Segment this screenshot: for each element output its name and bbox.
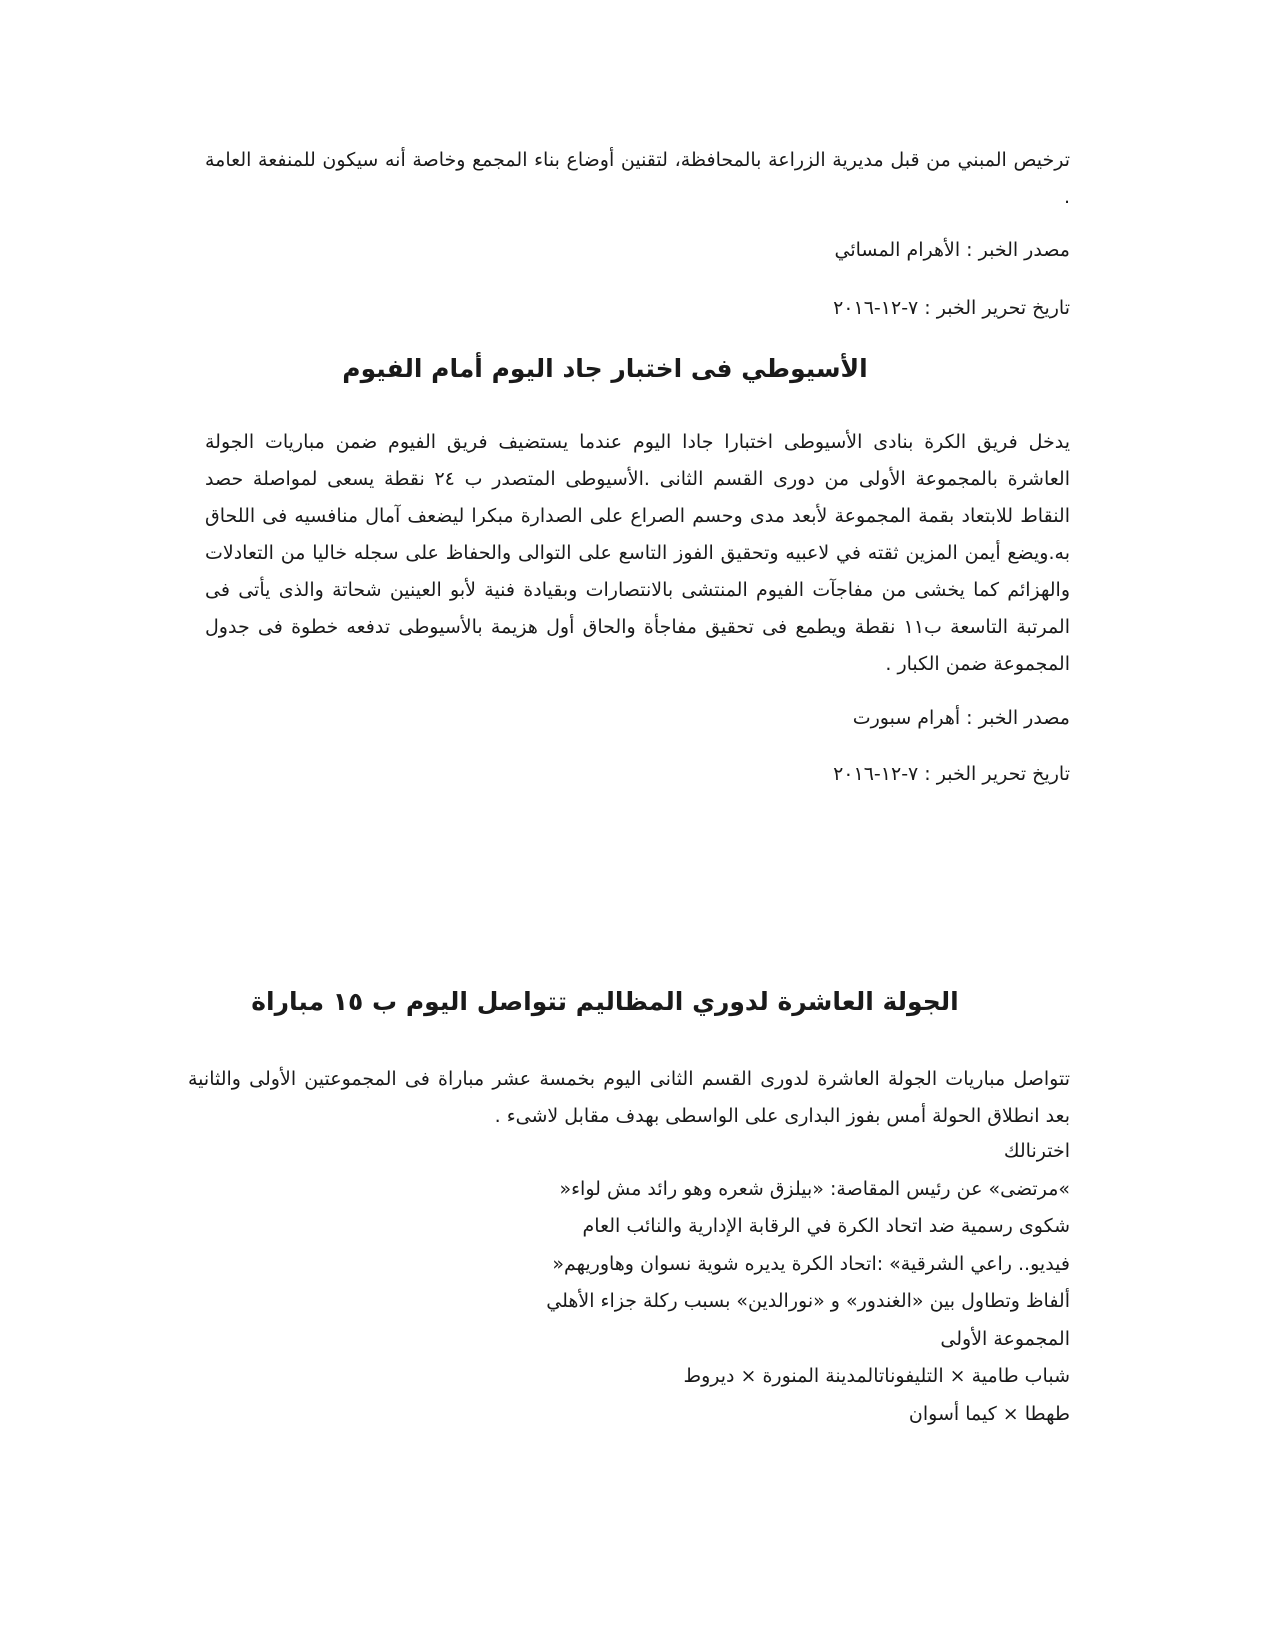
news-date-line: تاريخ تحرير الخبر : ٧-١٢-٢٠١٦ [833, 297, 1070, 319]
related-links-list [546, 1133, 1070, 1433]
article-body-section [188, 1061, 1070, 1135]
article-body-section [205, 424, 1070, 683]
article-body: يدخل فريق الكرة بنادى الأسيوطى اختبارا جادا اليوم عندما يستضيف فريق الفيوم ضمن مباريات الجولة العاشرة بالمجموعة الأولى من دورى القسم الثانى .الأسيوطى المتصدر ب ٢٤ نقطة يسعى لمواصلة حصد النقاط للابتعاد بقمة المجموعة لأبعد مدى وحسم الصراع على الصدارة مبكرا ليضعف آمال منافسيه فى اللحاق به.ويضع أيمن المزين ثقته في لاعبيه وتحقيق الفوز التاسع على التوالى والحفاظ على سجله خاليا من التعادلات والهزائم كما يخشى من مفاجآت الفيوم المنتشى بالانتصارات وبقيادة فنية لأبو العينين شحاتة والذى يأتى فى المرتبة التاسعة ب١١ نقطة ويطمع فى تحقيق مفاجأة والحاق أول هزيمة بالأسيوطى تدفعه خطوة فى جدول المجموعة ضمن الكبار . [205, 431, 1070, 675]
news-date-line: تاريخ تحرير الخبر : ٧-١٢-٢٠١٦ [833, 763, 1070, 785]
related-link[interactable]: شكوى رسمية ضد اتحاد الكرة في الرقابة الإدارية والنائب العام [582, 1215, 1070, 1237]
related-link[interactable]: »مرتضى» عن رئيس المقاصة: «بيلزق شعره وهو رائد مش لواء« [559, 1177, 1070, 1200]
article-title: الأسيوطي فى اختبار جاد اليوم أمام الفيوم [342, 354, 868, 383]
intro-source [835, 232, 1071, 269]
article-body: تتواصل مباريات الجولة العاشرة لدورى القسم الثانى اليوم بخمسة عشر مباراة فى المجموعتين الأولى والثانية بعد انطلاق الحولة أمس بفوز البدارى على الواسطى بهدف مقابل لاشىء . [188, 1068, 1070, 1127]
related-link[interactable]: ألفاظ وتطاول بين «الغندور» و «نورالدين» بسبب ركلة جزاء الأهلي [546, 1290, 1070, 1312]
article-date [833, 756, 1070, 793]
intro-paragraph: ترخيص المبني من قبل مديرية الزراعة بالمحافظة، لتقنين أوضاع بناء المجمع وخاصة أنه سيكون للمنفعة العامة . [205, 149, 1070, 208]
news-source-line: مصدر الخبر : الأهرام المسائي [834, 239, 1070, 261]
match-line: طهطا × كيما أسوان [908, 1402, 1070, 1425]
related-label: اخترنالك [1003, 1140, 1070, 1162]
intro-date [833, 290, 1070, 327]
group-heading: المجموعة الأولى [940, 1327, 1070, 1350]
intro-section [205, 142, 1070, 216]
news-source-line: مصدر الخبر : أهرام سبورت [852, 707, 1070, 729]
article-title: الجولة العاشرة لدوري المظاليم تتواصل اليوم ب ١٥ مباراة [251, 987, 959, 1016]
article-source [853, 700, 1070, 737]
match-line: شباب طامية × التليفوناتالمدينة المنورة × ديروط [683, 1365, 1070, 1387]
related-link[interactable]: فيديو.. راعي الشرقية» :اتحاد الكرة يديره شوية نسوان وهاوريهم« [552, 1252, 1070, 1275]
